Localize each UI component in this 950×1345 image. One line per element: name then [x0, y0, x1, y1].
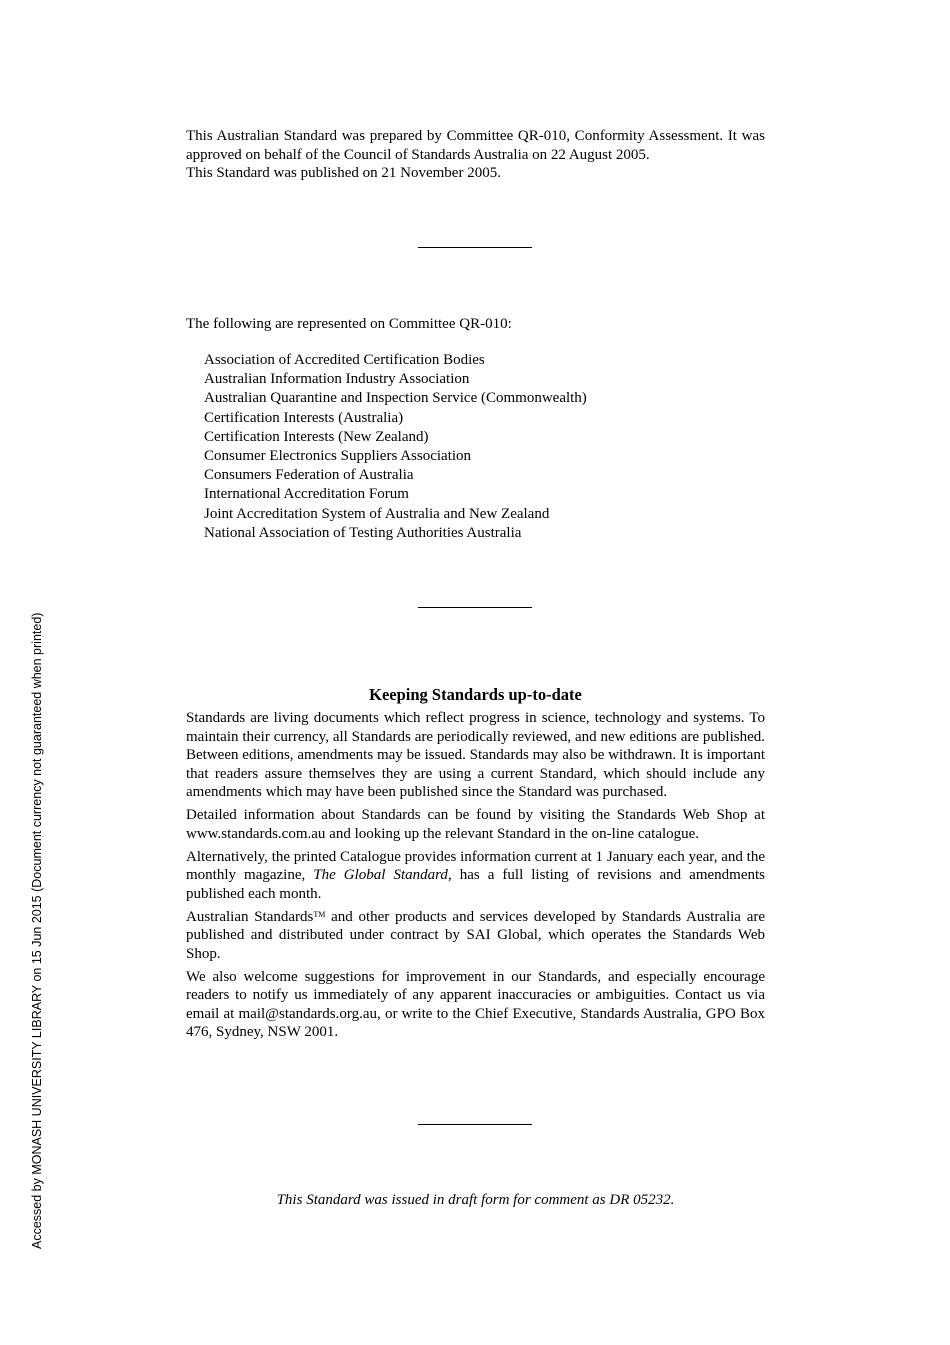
list-item: Certification Interests (New Zealand): [204, 428, 429, 445]
list-item: Joint Accreditation System of Australia and New Zealand: [204, 505, 550, 522]
trademark-mark: TM: [313, 909, 326, 919]
magazine-title: The Global Standard: [313, 867, 448, 883]
paragraph: Standards are living documents which reflect progress in science, technology and systems. To maintain their currency, all Standards are periodically reviewed, and new editions are published. Between editions, amendments may be issued. Standards may also be withdrawn. It is important that readers assure themselves they are using a current Standard, which should include any amendments which may have been published since the Standard was purchased.: [186, 710, 765, 800]
separator-rule: [418, 247, 532, 248]
separator-rule: [418, 607, 532, 608]
preparation-notice: [186, 127, 765, 183]
list-item: Consumer Electronics Suppliers Association: [204, 448, 472, 465]
list-item: Certification Interests (Australia): [204, 409, 404, 426]
section-heading: Keeping Standards up-to-date: [369, 685, 582, 704]
list-item: Australian Information Industry Association: [204, 371, 470, 388]
list-item: Australian Quarantine and Inspection Service (Commonwealth): [204, 390, 587, 407]
access-watermark: Accessed by MONASH UNIVERSITY LIBRARY on 15 Jun 2015 (Document currency not guaranteed when printed): [30, 612, 44, 1249]
preparation-paragraph: This Australian Standard was prepared by Committee QR-010, Conformity Assessment. It was approved on behalf of the Council of Standards Australia on 22 August 2005.: [186, 128, 765, 163]
separator-rule: [418, 1124, 532, 1125]
draft-note: This Standard was issued in draft form for comment as DR 05232.: [276, 1192, 675, 1208]
list-item: Association of Accredited Certification Bodies: [204, 352, 485, 368]
publication-date: This Standard was published on 21 November 2005.: [186, 165, 501, 181]
committee-intro: The following are represented on Committee QR-010:: [186, 316, 512, 332]
committee-members-list: [204, 351, 587, 543]
list-item: International Accreditation Forum: [204, 486, 409, 503]
paragraph: Detailed information about Standards can be found by visiting the Standards Web Shop at www.standards.com.au and looking up the relevant Standard in the on-line catalogue.: [186, 807, 765, 842]
paragraph: We also welcome suggestions for improvement in our Standards, and especially encourage readers to notify us immediately of any apparent inaccuracies or ambiguities. Contact us via email at mail@standards.org.au, or write to the Chief Executive, Standards Australia, GPO Box 476, Sydney, NSW 2001.: [186, 968, 765, 1040]
list-item: National Association of Testing Authorities Australia: [204, 524, 522, 541]
list-item: Consumers Federation of Australia: [204, 467, 414, 484]
keeping-standards-section: [186, 709, 765, 1046]
paragraph: Australian Standards™ and other products and services developed by Standards Australia are published and distributed under contract by SAI Global, which operates the Standards Web Shop.: [186, 908, 766, 962]
paragraph: Alternatively, the printed Catalogue provides information current at 1 January each year, and the monthly magazine, The Global Standard, has a full listing of revisions and amendments published each month.: [186, 848, 765, 902]
